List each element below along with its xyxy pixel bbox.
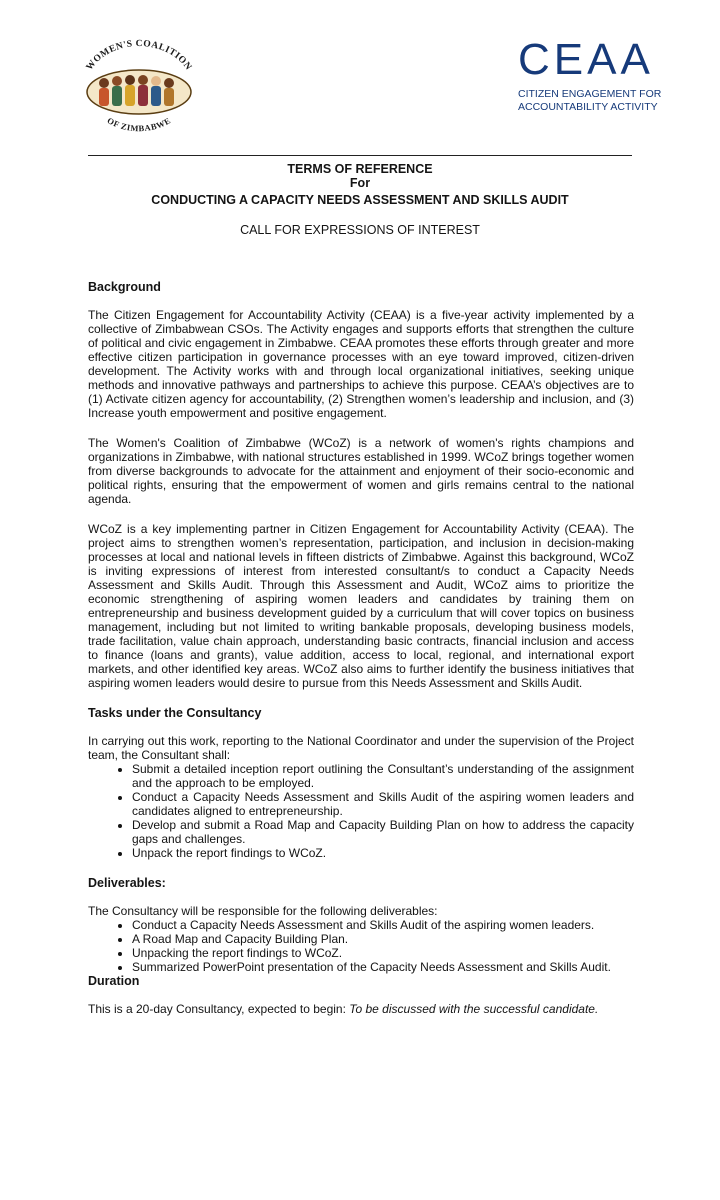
background-heading: Background	[88, 280, 161, 294]
document-subtitle: CONDUCTING A CAPACITY NEEDS ASSESSMENT AND SKILLS AUDIT	[151, 193, 569, 207]
duration-prefix: This is a 20-day Consultancy, expected to begin:	[88, 1002, 350, 1016]
deliverables-heading: Deliverables:	[88, 876, 166, 890]
logo-arc-bottom: OF ZIMBABWE	[105, 115, 173, 134]
deliverables-list	[88, 918, 634, 974]
document-for: For	[349, 176, 371, 190]
tasks-intro: In carrying out this work, reporting to the National Coordinator and under the supervision of the Project team, the Consultant shall:	[88, 734, 634, 762]
list-item: • Unpacking the report findings to WCoZ.	[132, 946, 634, 960]
tasks-heading: Tasks under the Consultancy	[88, 706, 262, 720]
header-divider	[88, 155, 632, 156]
list-item: • Submit a detailed inception report outlining the Consultant’s understanding of the assignment and the approach to be employed.	[132, 762, 634, 790]
list-item: • A Road Map and Capacity Building Plan.	[132, 932, 634, 946]
list-item: • Unpack the report findings to WCoZ.	[132, 846, 634, 860]
deliverables-intro: The Consultancy will be responsible for the following deliverables:	[88, 904, 438, 918]
document-title: TERMS OF REFERENCE	[287, 162, 433, 176]
document-body	[88, 280, 634, 1016]
call-for-eoi: CALL FOR EXPRESSIONS OF INTEREST	[240, 223, 480, 237]
ceaa-logo	[510, 35, 680, 114]
duration-text	[88, 1002, 634, 1016]
background-paragraph-2: The Women's Coalition of Zimbabwe (WCoZ) is a network of women's rights champions and organizations in Zimbabwe, with national structures established in 1999. WCoZ brings together women from diverse backgrounds to advocate for the attainment and enjoyment of their socio-economic and political rights, ensuring that the empowerment of women and girls remains central to the national agenda.	[88, 436, 634, 506]
svg-text:WOMEN'S COALITION	[85, 39, 193, 72]
list-item: • Conduct a Capacity Needs Assessment and Skills Audit of the aspiring women leaders.	[132, 918, 634, 932]
ceaa-wordmark: CEAA	[518, 35, 654, 84]
duration-italic: To be discussed with the successful candidate.	[349, 1002, 599, 1016]
logo-arc-top: WOMEN'S COALITION	[84, 38, 194, 73]
tasks-list	[88, 762, 634, 860]
duration-heading: Duration	[88, 974, 140, 988]
list-item: • Develop and submit a Road Map and Capacity Building Plan on how to address the capacity gaps and challenges.	[132, 818, 634, 846]
ceaa-tagline-line2: ACCOUNTABILITY ACTIVITY	[518, 100, 658, 113]
wcoz-logo	[74, 38, 204, 138]
background-paragraph-1: The Citizen Engagement for Accountability Activity (CEAA) is a five-year activity implemented by a collective of Zimbabwean CSOs. The Activity engages and supports efforts that strengthen the culture of political and civic engagement in Zimbabwe. CEAA promotes these efforts through greater and more effective citizen participation in governance processes with an eye toward improved, citizen-driven development. The Activity works with and through local organizational initiatives, seeking unique methods and innovative pathways and partnerships to achieve this purpose. CEAA’s objectives are to (1) Activate citizen agency for accountability, (2) Strengthen women’s leadership and inclusion, and (3) Increase youth empowerment and positive engagement.	[88, 308, 634, 420]
list-item: • Summarized PowerPoint presentation of the Capacity Needs Assessment and Skills Audit.	[132, 960, 634, 974]
background-paragraph-3: WCoZ is a key implementing partner in Citizen Engagement for Accountability Activity (CEAA). The project aims to strengthen women’s representation, participation, and inclusion in decision-making processes at local and national levels in fifteen districts of Zimbabwe. Against this background, WCoZ is inviting expressions of interest from interested consultant/s to conduct a Capacity Needs Assessment and Skills Audit. Through this Assessment and Audit, WCoZ aims to prioritize the economic strengthening of aspiring women leaders and candidates by training them on entrepreneurship and business development guided by a curriculum that will cover topics on business management, including but not limited to writing bankable proposals, developing business models, trade facilitation, value chain approach, understanding basic contracts, financial inclusion and access to finance (loans and grants), value addition, access to local, regional, and international export markets, and other identified key areas. WCoZ also aims to further identify the business initiatives that aspiring women leaders would desire to pursue from this Needs Assessment and Skills Audit.	[88, 522, 634, 690]
ceaa-tagline-line1: CITIZEN ENGAGEMENT FOR	[518, 88, 662, 100]
women-figures-emblem-icon	[74, 38, 204, 138]
ceaa-tagline	[518, 88, 661, 113]
svg-text:OF ZIMBABWE	[106, 115, 173, 133]
document-header	[88, 162, 632, 238]
list-item: • Conduct a Capacity Needs Assessment and Skills Audit of the aspiring women leaders and candidates aligned to entrepreneurship.	[132, 790, 634, 818]
